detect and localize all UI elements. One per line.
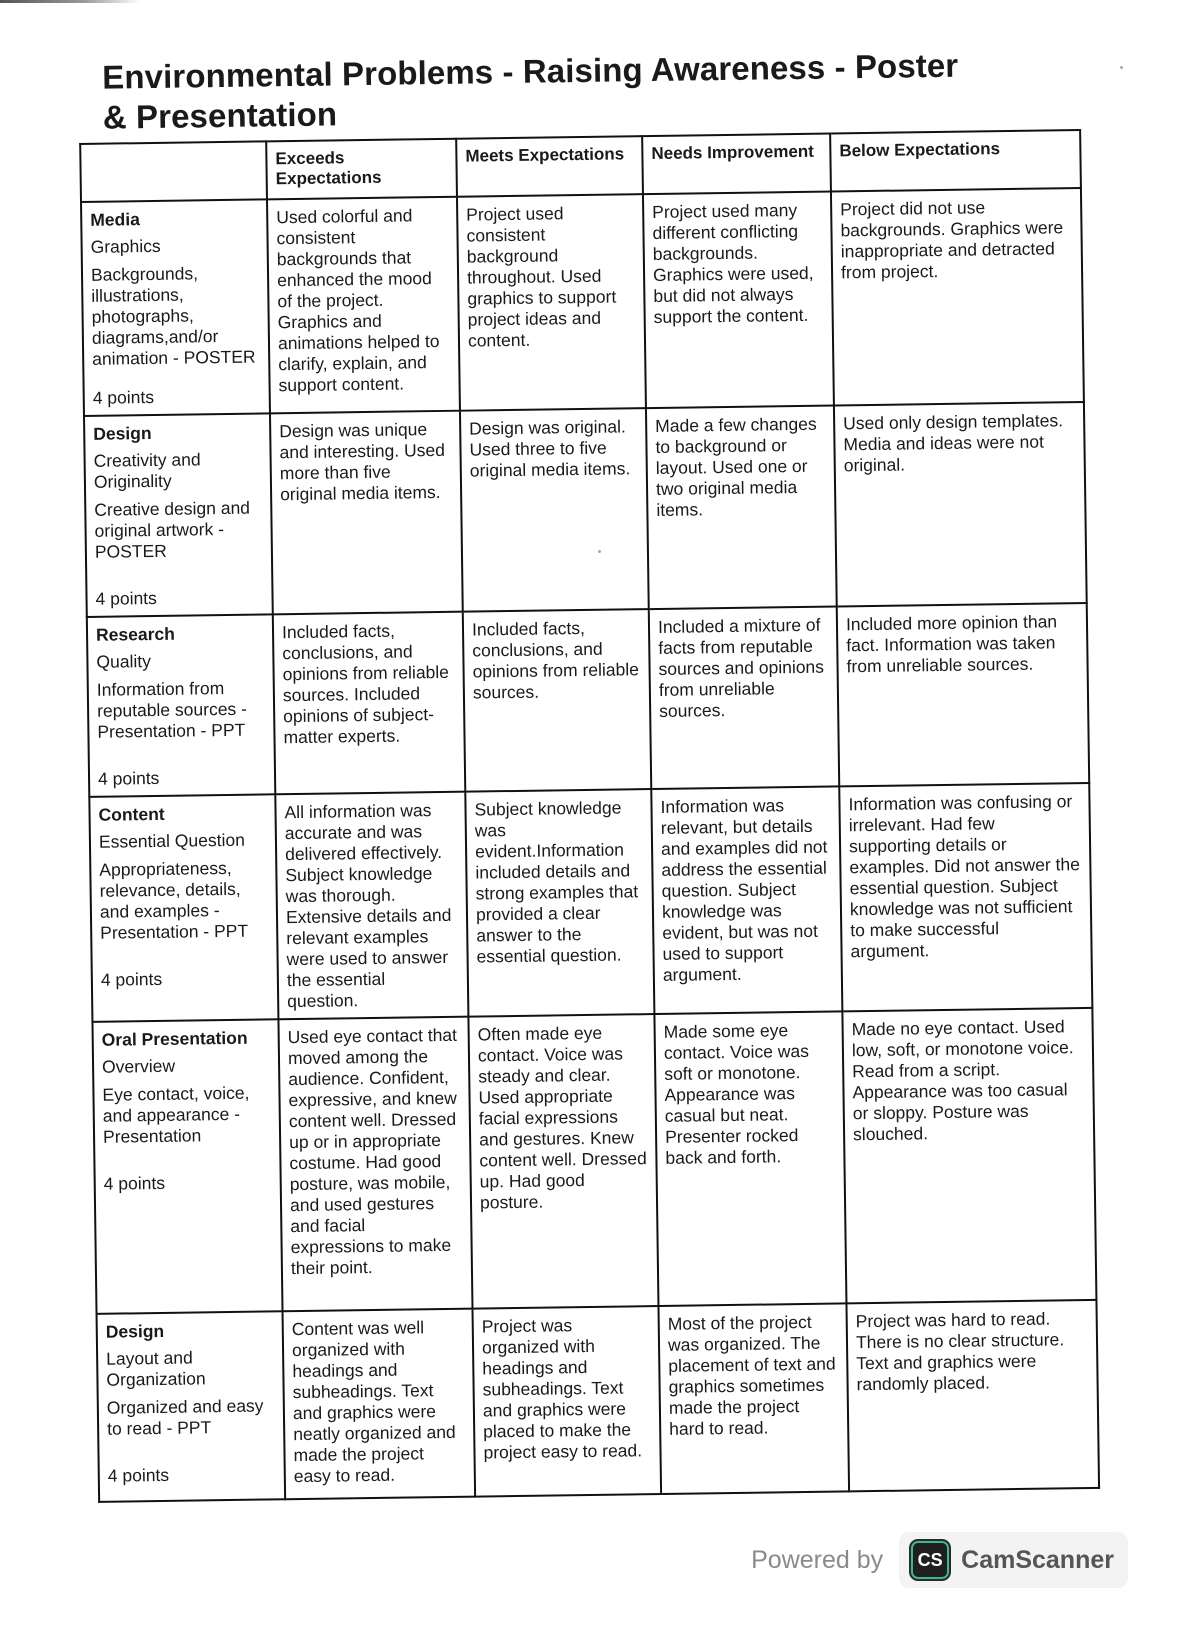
criteria-cell: [81, 199, 270, 416]
rubric-cell-meets: Project was organized with headings and subheadings. Text and graphics were placed to make the project easy to read.: [472, 1306, 661, 1497]
criteria-subtitle: Creativity and Originality: [93, 448, 201, 492]
rubric-cell-needs-improvement: Information was relevant, but details and examples did not address the essential question. Subject knowledge was evident, but was not used to support argument.: [651, 786, 842, 1014]
criteria-points: 4 points: [107, 1464, 170, 1486]
rubric-cell-meets: Project used consistent background throughout. Used graphics to support project ideas and content.: [457, 194, 646, 411]
rubric-cell-meets: Often made eye contact. Voice was steady and clear. Used appropriate facial expressions and gestures. Knew content well. Dressed up. Had good posture.: [468, 1014, 658, 1309]
header-cell-meets: Meets Expectations: [456, 136, 643, 197]
rubric-cell-needs-improvement: Project used many different conflicting backgrounds. Graphics were used, but did not always support the content.: [643, 191, 834, 408]
criteria-subtitle: Essential Question: [98, 829, 245, 852]
table-row: [81, 188, 1084, 416]
table-row: [84, 401, 1087, 616]
criteria-cell: [97, 1311, 286, 1502]
rubric-sheet: [78, 44, 1098, 1502]
rubric-cell-exceeds: Design was unique and interesting. Used more than five original media items.: [270, 410, 463, 614]
rubric-cell-needs-improvement: Included a mixture of facts from reputable sources and opinions from unreliable sources.: [649, 606, 839, 789]
criteria-title: Design: [93, 422, 152, 444]
criteria-subtitle: Overview: [101, 1055, 176, 1077]
criteria-description: Appropriateness, relevance, details, and examples - Presentation - PPT: [99, 857, 249, 943]
criteria-cell: [92, 1019, 282, 1314]
header-cell-criteria: [80, 141, 267, 202]
rubric-table: [79, 129, 1100, 1503]
rubric-cell-exceeds: Used eye contact that moved among the audience. Confident, expressive, and knew content well. Dressed up or in appropriate costume. Had good posture, was mobile, and used gestures and facial expressions to make their point.: [278, 1016, 472, 1311]
criteria-subtitle: Layout and Organization: [106, 1347, 206, 1390]
table-row: [97, 1299, 1100, 1501]
criteria-title: Research: [95, 623, 175, 645]
criteria-title: Media: [90, 208, 140, 230]
table-row: [87, 602, 1089, 796]
rubric-cell-below: Included more opinion than fact. Information was taken from unreliable sources.: [837, 602, 1089, 785]
camscanner-brand: CamScanner: [961, 1545, 1114, 1574]
criteria-description: Creative design and original artwork - POSTER: [94, 497, 251, 562]
rubric-cell-meets: Subject knowledge was evident.Information included details and strong examples that provided a clear answer to the essential question.: [465, 789, 654, 1017]
header-cell-below: Below Expectations: [830, 130, 1081, 191]
criteria-description: Organized and easy to read - PPT: [106, 1395, 264, 1439]
criteria-description: Information from reputable sources - Presentation - PPT: [96, 677, 248, 742]
rubric-cell-exceeds: Included facts, conclusions, and opinions from reliable sources. Included opinions of subject-matter experts.: [273, 611, 465, 794]
rubric-cell-needs-improvement: Made a few changes to background or layout. Used one or two original media items.: [646, 405, 837, 609]
rubric-cell-meets: Design was original. Used three to five original media items.: [460, 408, 649, 612]
header-cell-exceeds: Exceeds Expectations: [266, 138, 457, 199]
rubric-cell-below: Used only design templates. Media and ideas were not original.: [834, 401, 1087, 605]
rubric-cell-exceeds: Content was well organized with headings and subheadings. Text and graphics were neatly organized and made the project easy to read.: [283, 1308, 476, 1499]
rubric-cell-below: Project did not use backgrounds. Graphics were inappropriate and detracted from project.: [831, 188, 1084, 405]
criteria-title: Oral Presentation: [101, 1027, 248, 1050]
camscanner-watermark: [751, 1532, 1128, 1588]
criteria-title: Content: [98, 803, 165, 825]
camscanner-logo-icon: CS: [909, 1539, 951, 1581]
camscanner-badge: [899, 1532, 1128, 1588]
rubric-cell-needs-improvement: Most of the project was organized. The placement of text and graphics sometimes made the project hard to read.: [658, 1303, 849, 1494]
criteria-description: Eye contact, voice, and appearance - Presentation: [102, 1082, 250, 1147]
criteria-points: 4 points: [97, 767, 160, 789]
criteria-cell: [89, 794, 278, 1022]
rubric-cell-exceeds: Used colorful and consistent backgrounds that enhanced the mood of the project. Graphics and animations helped to clarify, explain, and support content.: [267, 196, 460, 413]
rubric-cell-below: Information was confusing or irrelevant. Had few supporting details or examples. Did not answer the essential question. Subject knowledge was not sufficient to make successful argument.: [839, 782, 1092, 1010]
page-title: Environmental Problems - Raising Awareness - Poster & Presentation: [102, 46, 959, 136]
rubric-cell-below: Made no eye contact. Used low, soft, or monotone voice. Read from a script. Appearance was too casual or sloppy. Posture was slouched.: [842, 1007, 1096, 1302]
criteria-cell: [84, 413, 273, 617]
rubric-cell-exceeds: All information was accurate and was delivered effectively. Subject knowledge was thorough. Extensive details and relevant examples were used to answer the essential question.: [275, 791, 468, 1019]
header-cell-needs-improvement: Needs Improvement: [642, 133, 831, 194]
criteria-points: 4 points: [95, 587, 157, 609]
table-row: [92, 1007, 1096, 1313]
criteria-points: 4 points: [100, 968, 163, 990]
criteria-points: 4 points: [92, 386, 155, 408]
criteria-description: Backgrounds, illustrations, photographs, diagrams,and/or animation - POSTER: [90, 262, 256, 369]
scan-speck: [1120, 66, 1123, 69]
rubric-cell-meets: Included facts, conclusions, and opinions from reliable sources.: [463, 609, 651, 792]
scan-edge-mark: [0, 0, 140, 3]
powered-by-text: Powered by: [751, 1545, 884, 1574]
table-row: [89, 782, 1092, 1021]
criteria-points: 4 points: [103, 1172, 166, 1194]
criteria-subtitle: Graphics: [90, 235, 161, 257]
criteria-subtitle: Quality: [96, 650, 152, 672]
rubric-cell-below: Project was hard to read. There is no clear structure. Text and graphics were randomly placed.: [846, 1299, 1099, 1490]
criteria-title: Design: [105, 1320, 165, 1342]
rubric-cell-needs-improvement: Made some eye contact. Voice was soft or monotone. Appearance was casual but neat. Presenter rocked back and forth.: [654, 1011, 846, 1306]
criteria-cell: [87, 614, 275, 797]
